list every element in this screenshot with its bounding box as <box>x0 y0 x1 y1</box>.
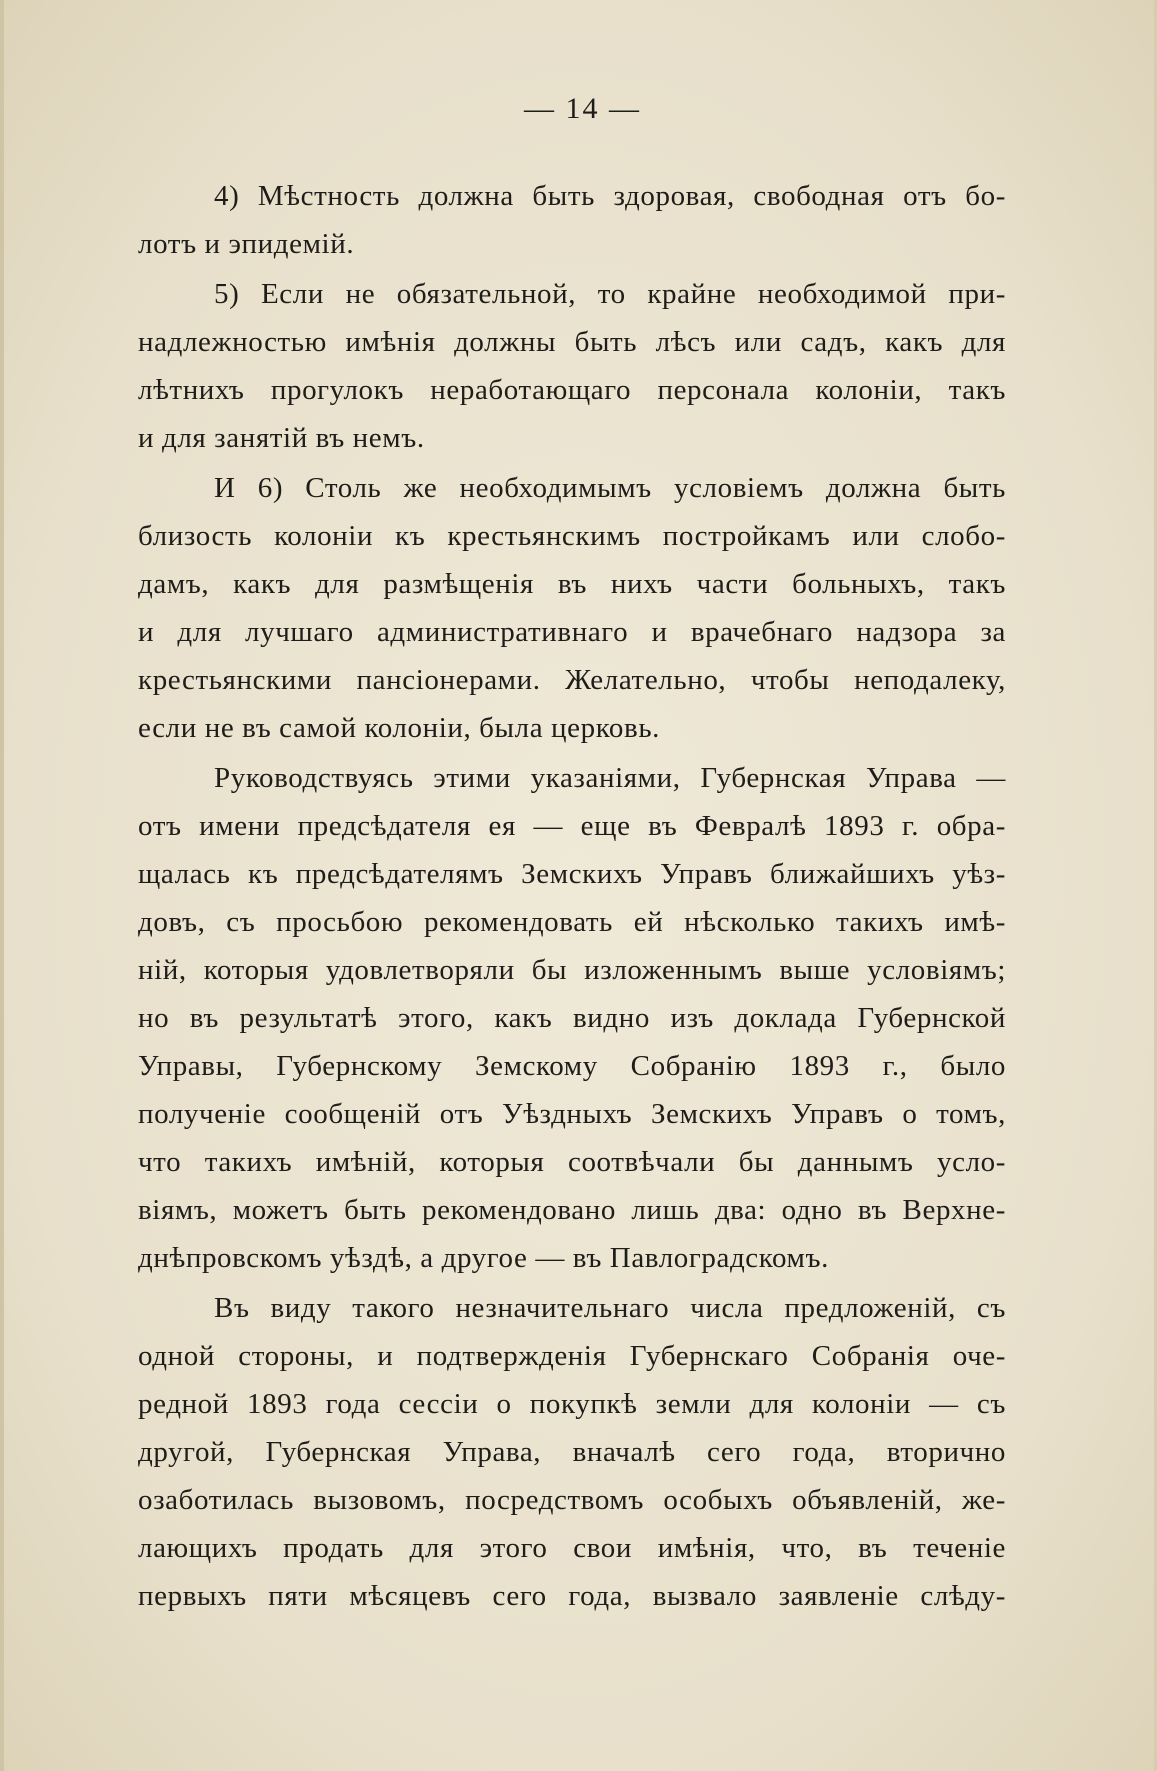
text-line: близость колоніи къ крестьянскимъ постройкамъ или слобо- <box>138 520 1006 552</box>
paragraph-4 <box>138 754 1006 1282</box>
text-line: лотъ и эпидемій. <box>138 228 355 260</box>
text-line: одной стороны, и подтвержденія Губернскаго Собранія оче- <box>138 1340 1006 1372</box>
text-line: Управы, Губернскому Земскому Собранію 1893 г., было <box>138 1050 1006 1082</box>
text-line: полученіе сообщеній отъ Уѣздныхъ Земскихъ Управъ о томъ, <box>138 1098 1006 1130</box>
text-line: днѣпровскомъ уѣздѣ, а другое — въ Павлоградскомъ. <box>138 1242 829 1274</box>
text-line: лающихъ продать для этого свои имѣнія, что, въ теченіе <box>138 1532 1006 1564</box>
text-line: дамъ, какъ для размѣщенія въ нихъ части больныхъ, такъ <box>138 568 1006 600</box>
text-line: Въ виду такого незначительнаго числа предложеній, съ <box>214 1292 1006 1324</box>
text-line: 5) Если не обязательной, то крайне необходимой при- <box>214 278 1006 310</box>
text-line: віямъ, можетъ быть рекомендовано лишь два: одно въ Верхне- <box>138 1194 1006 1226</box>
paragraph-5 <box>138 1284 1006 1620</box>
text-line: другой, Губернская Управа, вначалѣ сего года, вторично <box>138 1436 1006 1468</box>
text-line: первыхъ пяти мѣсяцевъ сего года, вызвало заявленіе слѣду- <box>138 1580 1006 1612</box>
text-line: ній, которыя удовлетворяли бы изложеннымъ выше условіямъ; <box>138 954 1006 986</box>
paragraph-1 <box>138 172 1006 268</box>
text-line: довъ, съ просьбою рекомендовать ей нѣсколько такихъ имѣ- <box>138 906 1006 938</box>
text-line: редной 1893 года сессіи о покупкѣ земли для колоніи — съ <box>138 1388 1006 1420</box>
text-line: если не въ самой колоніи, была церковь. <box>138 712 660 744</box>
text-line: что такихъ имѣній, которыя соотвѣчали бы даннымъ усло- <box>138 1146 1006 1178</box>
text-line: 4) Мѣстность должна быть здоровая, свободная отъ бо- <box>214 180 1006 212</box>
paragraph-3 <box>138 464 1006 752</box>
paragraph-2 <box>138 270 1006 462</box>
body-text <box>138 172 1006 1620</box>
text-line: и для лучшаго административнаго и врачебнаго надзора за <box>138 616 1006 648</box>
text-line: Руководствуясь этими указаніями, Губернская Управа — <box>214 762 1006 794</box>
page-number: — 14 — <box>524 92 641 125</box>
text-line: И 6) Столь же необходимымъ условіемъ должна быть <box>214 472 1006 504</box>
text-line: отъ имени предсѣдателя ея — еще въ Февралѣ 1893 г. обра- <box>138 810 1006 842</box>
text-line: щалась къ предсѣдателямъ Земскихъ Управъ ближайшихъ уѣз- <box>138 858 1006 890</box>
text-line: но въ результатѣ этого, какъ видно изъ доклада Губернской <box>138 1002 1006 1034</box>
text-line: озаботилась вызовомъ, посредствомъ особыхъ объявленій, же- <box>138 1484 1006 1516</box>
text-line: лѣтнихъ прогулокъ неработающаго персонала колоніи, такъ <box>138 374 1006 406</box>
text-line: крестьянскими пансіонерами. Желательно, чтобы неподалеку, <box>138 664 1006 696</box>
text-line: и для занятій въ немъ. <box>138 422 425 454</box>
text-line: надлежностью имѣнія должны быть лѣсъ или садъ, какъ для <box>138 326 1006 358</box>
